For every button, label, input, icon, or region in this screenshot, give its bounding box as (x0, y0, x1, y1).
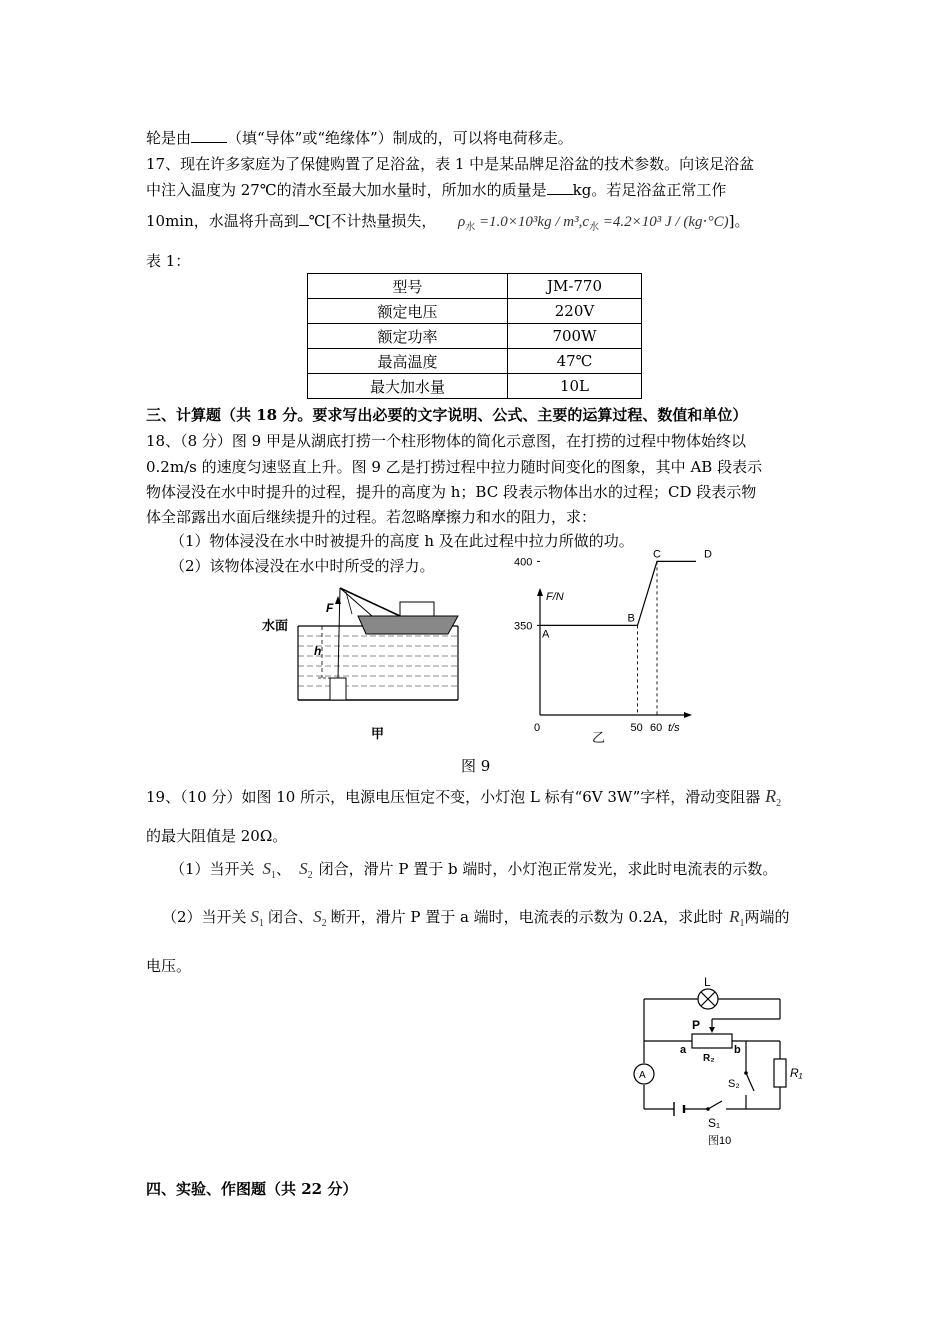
r1-letter: R (729, 907, 740, 926)
formula-rho: ρ (457, 214, 466, 230)
q16-blank (191, 128, 227, 143)
fig9-left-diagram (262, 582, 467, 752)
spec-row (308, 274, 642, 299)
s2-letter: S (299, 859, 308, 878)
point-label: B (627, 612, 635, 625)
fig9-caption: 图 9 (461, 757, 491, 775)
formula-c-value: =4.2×10³ J / (kg⋅°C) (602, 214, 729, 230)
spec-label: 额定功率 (308, 324, 508, 349)
q19-sub2-post: 两端的 (744, 908, 790, 926)
spec-row (308, 374, 642, 399)
boat-cabin (400, 602, 434, 616)
x-tick-label: 60 (650, 722, 663, 734)
submerged-object (330, 678, 346, 700)
fig9-left-caption: 甲 (371, 726, 385, 741)
rheostat-r2 (692, 1034, 732, 1048)
formula-rho-value: =1.0×10³kg / m³, (478, 214, 583, 230)
label-r2: R₂ (703, 1053, 715, 1064)
r2-letter: R (765, 786, 777, 806)
spec-label: 额定电压 (308, 299, 508, 324)
fig9-right-caption: 乙 (592, 730, 606, 745)
r1-sub: 1 (739, 918, 745, 929)
formula-c-sub: 水 (589, 222, 600, 233)
label-slider: P (692, 1018, 701, 1032)
q17-line3-mid: ℃[不计热量损失， (308, 212, 437, 230)
q19-line1-text: 19、（10 分）如图 10 所示，电源电压恒定不变，小灯泡 L 标有“6V 3W”字样，滑动变阻器 (146, 788, 761, 806)
q17-line1: 17、现在许多家庭为了保健购置了足浴盆，表 1 中是某品牌足浴盆的技术参数。向该足浴盆 (146, 155, 755, 173)
q17-line2-post: kg。若足浴盆正常工作 (572, 181, 727, 199)
point-label: A (542, 628, 550, 641)
s2-sub: 2 (307, 870, 313, 881)
label-water-surface: 水面 (262, 618, 289, 633)
label-s1: S₁ (708, 1116, 721, 1130)
y-axis-arrow-icon (537, 588, 543, 596)
switch-s2-symbol-2 (313, 907, 327, 929)
r2-sub: 2 (776, 798, 782, 809)
spec-value: 220V (508, 299, 642, 324)
spec-row (308, 349, 642, 374)
spec-label: 最高温度 (308, 349, 508, 374)
q17-line2-pre: 中注入温度为 27℃的清水至最大加水量时，所加水的质量是 (146, 181, 547, 199)
switch-s2-symbol (299, 859, 313, 881)
q16-tail (146, 128, 573, 148)
label-ammeter: A (639, 1070, 646, 1081)
q18-sub1: （1）物体浸没在水中时被提升的高度 h 及在此过程中拉力所做的功。 (170, 532, 634, 550)
spec-label: 最大加水量 (308, 374, 508, 399)
spec-row (308, 299, 642, 324)
table1-caption: 表 1： (146, 252, 191, 270)
q17-formula (457, 214, 729, 233)
q16-text-post: （填“导体”或“绝缘体”）制成的，可以将电荷移走。 (227, 129, 573, 147)
switch-s1-symbol-2 (250, 907, 265, 929)
y-tick-label: 350 (514, 620, 533, 633)
q17-blank-temp (299, 211, 309, 226)
fig10-circuit (630, 975, 815, 1155)
s1-letter: S (262, 859, 272, 878)
point-label: D (704, 548, 712, 561)
spec-value: 47℃ (508, 349, 642, 374)
q19-last-line: 电压。 (146, 957, 192, 975)
fig9-force-time-chart (510, 548, 712, 746)
q18-line2: 0.2m/s 的速度匀速竖直上升。图 9 乙是打捞过程中拉力随时间变化的图象，其中 AB 段表示 (146, 458, 763, 476)
q19-line1 (146, 786, 781, 814)
label-a: a (680, 1044, 687, 1056)
spec-value: JM-770 (508, 274, 642, 299)
q19-sub2-mid1: 闭合、 (268, 908, 314, 926)
resistor-r1-symbol (729, 907, 745, 929)
q18-line1: 18、（8 分）图 9 甲是从湖底打捞一个柱形物体的简化示意图，在打捞的过程中物体始终以 (146, 432, 746, 450)
resistor-r1 (774, 1059, 786, 1087)
q18-line3: 物体浸没在水中时提升的过程，提升的高度为 h；BC 段表示物体出水的过程；CD 段表示物 (146, 483, 757, 501)
section3-heading: 三、计算题（共 18 分。要求写出必要的文字说明、公式、主要的运算过程、数值和单位） (146, 406, 748, 424)
formula-c: c (582, 214, 590, 230)
q19-sub1-pre: （1）当开关 (170, 860, 255, 878)
q17-line3-pre: 10min，水温将升高到 (146, 212, 299, 230)
point-label: C (653, 548, 661, 561)
q19-sub2 (162, 907, 790, 934)
q17-line2 (146, 180, 726, 200)
q19-sub1-post: 闭合，滑片 P 置于 b 端时，小灯泡正常发光，求此时电流表的示数。 (318, 860, 778, 878)
q16-text-pre: 轮是由 (146, 129, 192, 147)
s2-sub-2: 2 (321, 918, 327, 929)
s2-letter-2: S (313, 907, 322, 926)
q19-sub2-pre: （2）当开关 (162, 908, 247, 926)
origin-label: 0 (534, 722, 541, 734)
spec-value: 10L (508, 374, 642, 399)
switch-s1-symbol (262, 859, 277, 881)
label-lamp: L (704, 975, 711, 989)
q17-blank-mass (547, 180, 573, 195)
s1-sub-2: 1 (259, 918, 265, 929)
spec-label: 型号 (308, 274, 508, 299)
q19-sep: 、 (276, 860, 292, 878)
section4-heading: 四、实验、作图题（共 22 分） (146, 1180, 358, 1198)
q18-line4: 体全部露出水面后继续提升的过程。若忽略摩擦力和水的阻力，求： (146, 508, 597, 526)
spec-value: 700W (508, 324, 642, 349)
fig10-caption: 图10 (708, 1135, 732, 1147)
spec-table (307, 273, 642, 399)
q19-sub2-mid2: 断开，滑片 P 置于 a 端时，电流表的示数为 0.2A，求此时 (330, 908, 724, 926)
y-axis-label: F/N (546, 591, 564, 603)
label-force: F (326, 601, 334, 615)
s1-sub: 1 (271, 870, 277, 881)
spec-row (308, 324, 642, 349)
slider-arrow-icon (709, 1027, 715, 1033)
y-tick-label: 400 (514, 556, 533, 569)
x-tick-label: 50 (630, 722, 643, 734)
q18-sub2: （2）该物体浸没在水中时所受的浮力。 (170, 557, 435, 575)
q17-line3-end: ]。 (728, 212, 750, 230)
q19-line2: 的最大阻值是 20Ω。 (146, 827, 288, 845)
x-axis-arrow-icon (684, 712, 692, 718)
s1-letter-2: S (250, 907, 260, 926)
q19-sub1 (170, 859, 777, 886)
formula-rho-sub: 水 (465, 222, 476, 233)
label-height: h (314, 644, 322, 658)
label-b: b (734, 1044, 741, 1056)
label-s2: S₂ (728, 1078, 740, 1090)
label-r1: R₁ (790, 1066, 803, 1080)
x-axis-label: t/s (668, 722, 680, 734)
boat-hull (358, 616, 458, 634)
q19-r2-symbol (765, 786, 782, 809)
q17-line3 (146, 211, 749, 238)
